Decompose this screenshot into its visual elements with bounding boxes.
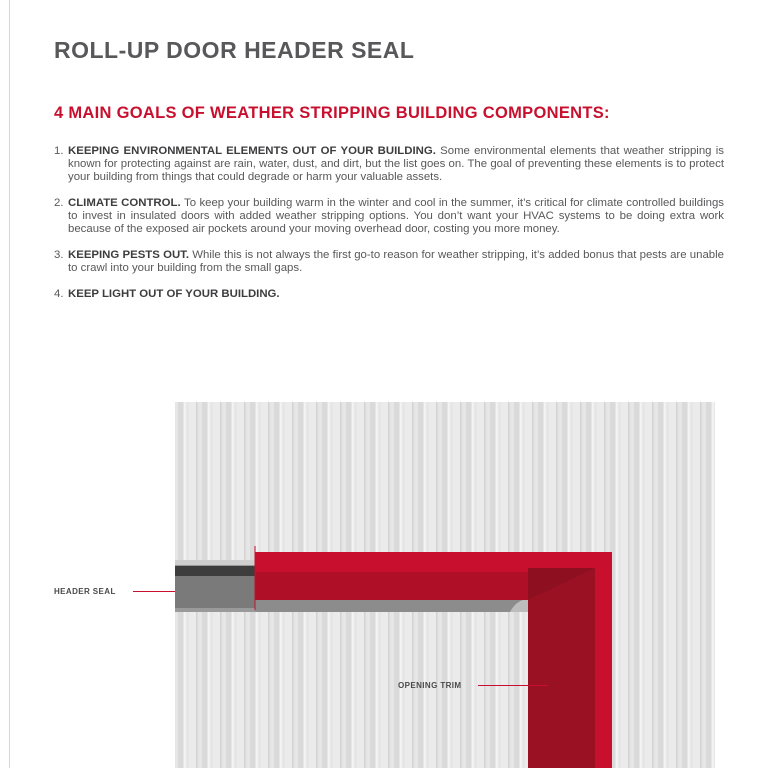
opening-trim-label: OPENING TRIM bbox=[398, 681, 462, 690]
goal-item-2 bbox=[54, 197, 724, 236]
goal-item-4 bbox=[54, 288, 724, 301]
goal-heading: CLIMATE CONTROL. bbox=[68, 197, 185, 209]
header-seal-strip bbox=[175, 566, 255, 576]
seal-top-edge bbox=[175, 560, 255, 565]
goals-list bbox=[54, 145, 724, 314]
goal-description: While this is not always the first go-to reason for weather stripping, it’s added bonus that pests are unable to crawl into your building from the small gaps. bbox=[68, 249, 724, 274]
header-underside bbox=[255, 600, 525, 612]
opening-trim-bevel bbox=[528, 568, 595, 768]
door-illustration bbox=[0, 400, 768, 768]
header-seal-body bbox=[175, 576, 255, 608]
goal-description: Some environmental elements that weather stripping is known for protecting against are rain, water, dust, and dirt, but the list goes on. The goal of preventing these elements is to protect your building from things that could degrade or harm your valuable assets. bbox=[68, 145, 724, 183]
goal-description: To keep your building warm in the winter and cool in the summer, it’s critical for climate controlled buildings to invest in insulated doors with added weather stripping options. You don’t want your HVAC systems to be doing extra work because of the exposed air pockets around your moving overhead door, costing you more money. bbox=[68, 197, 724, 235]
header-seal-label: HEADER SEAL bbox=[54, 587, 116, 596]
goal-item-3 bbox=[54, 249, 724, 275]
goal-number: 1. bbox=[54, 145, 64, 157]
goal-heading: KEEPING ENVIRONMENTAL ELEMENTS OUT OF YOUR BUILDING. bbox=[68, 145, 441, 157]
goal-item-1 bbox=[54, 145, 724, 184]
section-title: 4 MAIN GOALS OF WEATHER STRIPPING BUILDING COMPONENTS: bbox=[54, 104, 610, 122]
door-diagram-svg bbox=[0, 400, 768, 768]
goal-heading: KEEPING PESTS OUT. bbox=[68, 249, 193, 261]
goal-number: 3. bbox=[54, 249, 64, 261]
header-seal-leader-line bbox=[133, 591, 175, 592]
goal-number: 4. bbox=[54, 288, 64, 300]
goal-number: 2. bbox=[54, 197, 64, 209]
opening-trim-face bbox=[595, 552, 612, 768]
page-title: ROLL-UP DOOR HEADER SEAL bbox=[54, 37, 415, 63]
opening-trim-leader-line bbox=[478, 685, 548, 686]
goal-heading: KEEP LIGHT OUT OF YOUR BUILDING. bbox=[68, 288, 280, 300]
